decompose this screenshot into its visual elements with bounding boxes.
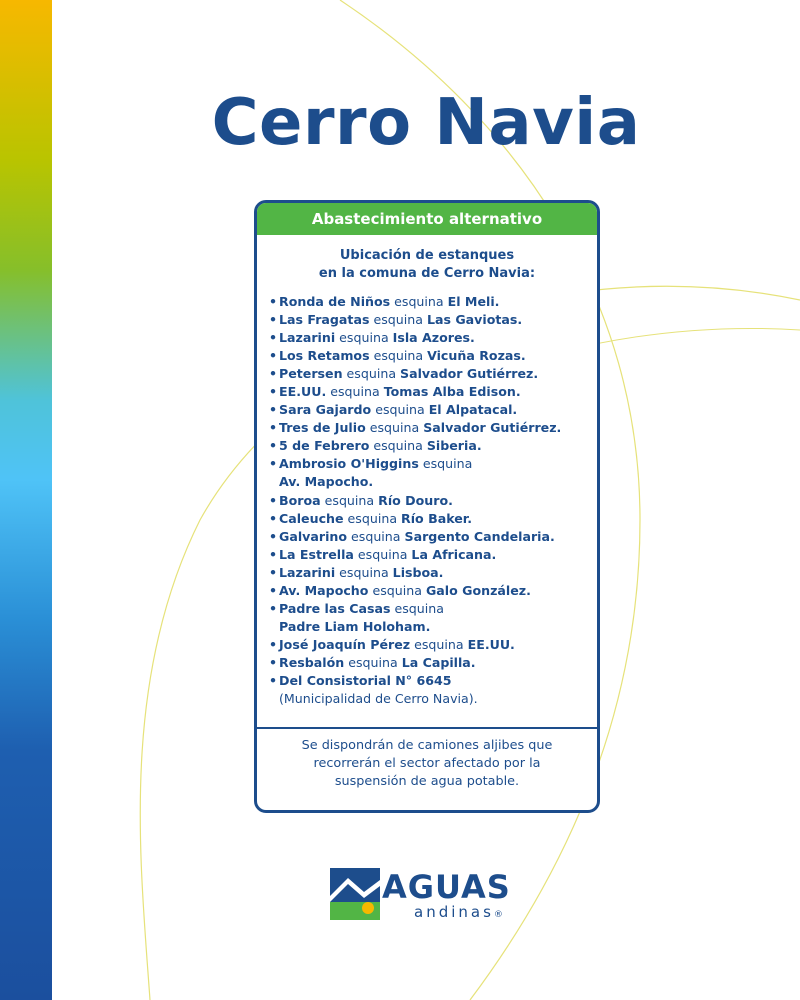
locations-list (257, 293, 597, 708)
street-b: Las Gaviotas. (426, 312, 523, 328)
location-item (269, 510, 591, 528)
logo-wordmark: AGUAS (382, 868, 511, 906)
street-b: EE.UU. (467, 636, 515, 652)
logo-subtitle (414, 904, 503, 923)
connector: esquina (390, 600, 444, 616)
connector: esquina (344, 654, 402, 670)
street-b: Río Douro. (378, 492, 453, 508)
location-item (269, 329, 591, 347)
connector: esquina (390, 294, 448, 309)
street-a: José Joaquín Pérez (279, 636, 411, 652)
location-item (269, 365, 591, 383)
street-b: La Capilla. (401, 654, 476, 670)
connector: esquina (353, 546, 412, 562)
page-title: Cerro Navia (211, 86, 641, 160)
connector: esquina (335, 330, 393, 346)
connector: esquina (326, 384, 384, 400)
location-item (269, 383, 591, 401)
connector: esquina (365, 420, 424, 436)
location-item (269, 600, 591, 636)
location-item (269, 401, 591, 419)
connector: esquina (369, 312, 427, 328)
location-item (269, 455, 591, 491)
note-line-2: recorrerán el sector afectado por la (313, 756, 541, 771)
mountain-sun-logo-icon (330, 868, 380, 920)
street-a: Tres de Julio (279, 420, 366, 436)
connector: esquina (335, 564, 393, 580)
street-b: Salvador Gutiérrez. (423, 420, 562, 436)
street-b: Av. Mapocho. (279, 474, 374, 490)
logo-subtitle-text: andinas (414, 903, 494, 921)
card-header: Abastecimiento alternativo (257, 203, 597, 235)
connector: esquina (368, 582, 426, 598)
location-item (269, 528, 591, 546)
registered-mark: ® (493, 910, 503, 920)
street-a: EE.UU. (279, 384, 327, 400)
street-a: Ambrosio O'Higgins (279, 456, 419, 472)
street-b: Padre Liam Holoham. (279, 618, 431, 634)
connector: esquina (347, 528, 405, 544)
street-b: Tomas Alba Edison. (383, 384, 521, 400)
street-a: Lazarini (279, 564, 336, 580)
street-b: Isla Azores. (392, 330, 475, 346)
connector: esquina (410, 636, 468, 652)
street-a: Galvarino (279, 528, 348, 544)
location-item (269, 582, 591, 600)
street-b: Salvador Gutiérrez. (400, 366, 539, 382)
location-item (269, 654, 591, 672)
street-b: El Alpatacal. (428, 402, 518, 418)
street-b: Río Baker. (401, 510, 472, 526)
connector: esquina (369, 348, 428, 364)
location-item (269, 672, 591, 708)
street-a: Del Consistorial N° 6645 (279, 672, 452, 688)
location-item (269, 437, 591, 455)
connector: esquina (343, 510, 402, 526)
location-item (269, 636, 591, 654)
location-item (269, 293, 591, 311)
street-a: Boroa (279, 492, 321, 508)
water-truck-note (257, 737, 597, 791)
street-a: Lazarini (279, 330, 336, 346)
street-b: Siberia. (426, 438, 482, 454)
connector: esquina (371, 402, 429, 418)
card-divider (257, 727, 597, 729)
card-subtitle-line-1: Ubicación de estanques (339, 248, 515, 263)
street-a: Petersen (279, 366, 343, 382)
street-a: Las Fragatas (279, 312, 370, 328)
street-a: La Estrella (279, 546, 354, 562)
street-a: Sara Gajardo (279, 402, 372, 418)
note-line-3: suspensión de agua potable. (334, 774, 520, 789)
street-b: El Meli. (447, 294, 500, 309)
street-a: Padre las Casas (279, 600, 391, 616)
tank-locations-card (254, 200, 600, 813)
street-b: La Africana. (411, 546, 497, 562)
location-item (269, 546, 591, 564)
street-a: Resbalón (279, 654, 345, 670)
location-item (269, 419, 591, 437)
street-b: (Municipalidad de Cerro Navia). (279, 691, 478, 707)
connector: esquina (320, 492, 379, 508)
street-a: Caleuche (279, 510, 344, 526)
street-b: Vicuña Rozas. (427, 348, 526, 364)
location-item (269, 564, 591, 582)
location-item (269, 347, 591, 365)
street-a: 5 de Febrero (279, 438, 370, 454)
aguas-andinas-logo (330, 868, 530, 928)
street-b: Galo González. (425, 582, 531, 598)
street-a: Av. Mapocho (279, 582, 369, 598)
note-line-1: Se dispondrán de camiones aljibes que (301, 738, 553, 753)
location-item (269, 311, 591, 329)
street-b: Sargento Candelaria. (404, 528, 555, 544)
street-a: Los Retamos (279, 348, 370, 364)
street-a: Ronda de Niños (279, 294, 391, 309)
card-subtitle-line-2: en la comuna de Cerro Navia: (318, 266, 536, 281)
connector: esquina (342, 366, 401, 382)
card-subtitle (257, 247, 597, 283)
location-item (269, 492, 591, 510)
connector: esquina (418, 456, 473, 472)
street-b: Lisboa. (392, 564, 444, 580)
connector: esquina (369, 438, 427, 454)
